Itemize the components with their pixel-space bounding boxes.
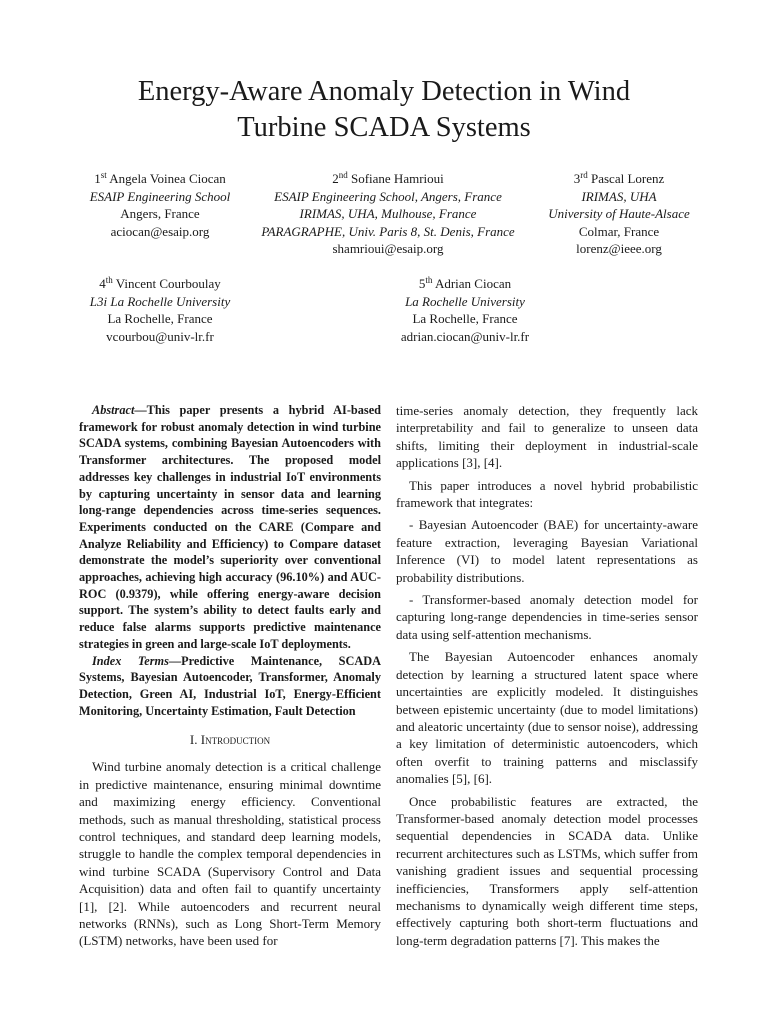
author-name	[50, 275, 270, 293]
author-location: Angers, France	[120, 206, 200, 222]
section-heading-introduction	[79, 731, 381, 748]
author-location: La Rochelle, France	[107, 311, 213, 327]
author-rank: 5	[418, 276, 426, 291]
author-name-text: Vincent Courboulay	[115, 276, 221, 291]
author-rank: 4	[99, 276, 106, 291]
author-affiliation: IRIMAS, UHA, Mulhouse, France	[299, 206, 477, 222]
abstract-label: Abstract	[92, 403, 135, 417]
author-rank: 2	[332, 171, 339, 186]
author-block-2	[238, 170, 538, 258]
section-number: I.	[189, 732, 198, 748]
author-affiliation: ESAIP Engineering School, Angers, France	[274, 188, 502, 204]
author-name	[55, 170, 265, 188]
body-paragraph: The Bayesian Autoencoder enhances anomaly detection by learning a structured latent space where uncertainties are explicitly modeled. It distinguishes between epistemic uncertainty (due to model limitations) and aleatoric uncertainty (due to sensor noise), addressing a key limitation of deterministic autoencoders, which often overfit to training patterns and misclassify anomalies [5], [6].	[396, 649, 698, 787]
body-paragraph: Once probabilistic features are extracted, the Transformer-based anomaly detection model processes sequential dependencies in SCADA data. Unlike recurrent architectures such as LSTMs, which suffer from vanishing gradient issues and sequential processing inefficiencies, Transformers apply self-attention mechanisms to dynamically weigh different time steps, effectively capturing both short-term fluctuations and long-term degradation patterns [7]. This makes the	[396, 793, 698, 948]
author-name-text: Angela Voinea Ciocan	[109, 171, 226, 186]
author-name-text: Pascal Lorenz	[590, 171, 665, 186]
author-email: shamrioui@esaip.org	[332, 241, 444, 257]
author-block-3	[523, 170, 715, 258]
paper-title	[0, 74, 768, 146]
index-terms-text: —Predictive Maintenance, SCADA Systems, Bayesian Autoencoder, Transformer, Anomaly Detection, Green AI, Industrial IoT, Energy-Efficient Monitoring, Uncertainty Estimation, Fault Detection	[79, 653, 381, 718]
paper-title-line-2: Turbine SCADA Systems	[237, 112, 531, 143]
index-terms-label: Index Terms	[92, 653, 169, 668]
author-email: vcourbou@univ-lr.fr	[106, 328, 214, 344]
body-paragraph: This paper introduces a novel hybrid probabilistic framework that integrates:	[396, 477, 698, 511]
author-rank: 1	[94, 171, 101, 186]
author-affiliation: ESAIP Engineering School	[89, 188, 231, 204]
abstract	[79, 402, 381, 653]
author-rank-suffix: th	[105, 275, 113, 285]
author-name	[523, 170, 715, 188]
author-rank-suffix: nd	[338, 170, 348, 180]
author-rank: 3	[573, 171, 581, 186]
author-block-5	[352, 275, 578, 345]
author-rank-suffix: rd	[580, 170, 588, 180]
author-email: adrian.ciocan@univ-lr.fr	[400, 328, 530, 344]
index-terms	[79, 653, 381, 720]
list-item: - Transformer-based anomaly detection model for capturing long-range dependencies in time-series sensor data using self-attention mechanisms.	[396, 592, 698, 642]
author-name-text: Sofiane Hamrioui	[350, 171, 444, 186]
author-affiliation: IRIMAS, UHA	[581, 188, 657, 204]
author-email: aciocan@esaip.org	[110, 223, 210, 239]
author-block-4	[50, 275, 270, 345]
paper-title-line-1: Energy-Aware Anomaly Detection in Wind	[137, 76, 631, 107]
author-affiliation: La Rochelle University	[405, 293, 525, 309]
author-block-1	[55, 170, 265, 240]
right-column	[396, 402, 698, 949]
author-affiliation: PARAGRAPHE, Univ. Paris 8, St. Denis, France	[261, 223, 515, 239]
section-title: Introduction	[200, 732, 271, 748]
list-item: - Bayesian Autoencoder (BAE) for uncertainty-aware feature extraction, leveraging Bayesian Variational Inference (VI) to model latent representations as probability distributions.	[396, 517, 698, 585]
author-name	[352, 275, 578, 293]
body-paragraph: time-series anomaly detection, they frequently lack interpretability and fail to generalize to unseen data shifts, limiting their deployment in industrial-scale applications [3], [4].	[396, 403, 698, 471]
author-email: lorenz@ieee.org	[576, 241, 662, 257]
body-paragraph: Wind turbine anomaly detection is a critical challenge in predictive maintenance, ensuring minimal downtime and maximizing energy efficiency. Conventional methods, such as manual thresholding, statistical process control techniques, and standard deep learning models, struggle to handle the complex temporal dependencies in wind turbine SCADA (Supervisory Control and Data Acquisition) data and often fail to quantify uncertainty [1], [2]. While autoencoders and recurrent neural networks (RNNs), such as Long Short-Term Memory (LSTM) networks, have been used for	[79, 759, 381, 949]
author-affiliation: University of Haute-Alsace	[548, 206, 690, 222]
author-name	[238, 170, 538, 188]
author-affiliation: L3i La Rochelle University	[89, 293, 231, 309]
author-rank-suffix: st	[100, 170, 107, 180]
author-name-text: Adrian Ciocan	[434, 276, 512, 291]
author-location: Colmar, France	[578, 223, 660, 239]
author-rank-suffix: th	[425, 275, 433, 285]
author-location: La Rochelle, France	[412, 311, 518, 327]
left-column	[79, 402, 381, 950]
abstract-text: —This paper presents a hybrid AI-based framework for robust anomaly detection in wind turbine SCADA systems, combining Bayesian Autoencoders with Transformer architectures. The proposed model addresses key challenges in industrial IoT environments by capturing uncertainty in sensor data and learning long-range dependencies across time-series sequences. Experiments conducted on the CARE (Compare and Analyze Reliability and Efficiency) to Compare dataset demonstrate the model’s superiority over conventional approaches, achieving high accuracy (96.10%) and AUC-ROC (0.9379), while offering energy-aware decision support. The system’s ability to detect faults early and reduce false alarms supports predictive maintenance strategies in green and large-scale IoT deployments.	[79, 403, 381, 651]
